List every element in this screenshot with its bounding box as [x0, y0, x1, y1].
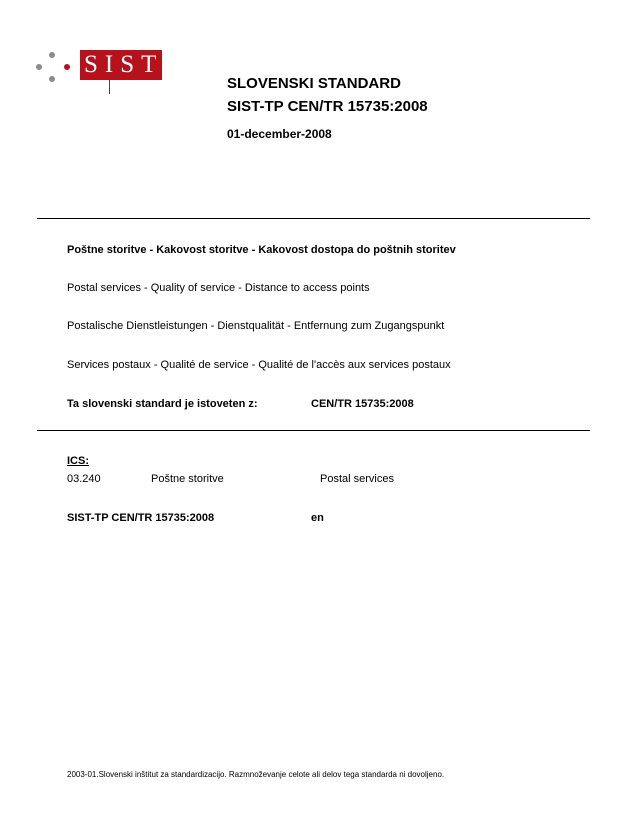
ics-label: ICS:: [67, 455, 89, 467]
publication-date: 01-december-2008: [227, 127, 332, 141]
ics-english: Postal services: [320, 473, 394, 485]
reference-language: en: [311, 512, 324, 524]
logo-dot-left: [36, 64, 42, 70]
standard-code: SIST-TP CEN/TR 15735:2008: [227, 98, 428, 115]
sist-logo-dots: [34, 50, 74, 90]
top-divider: [37, 218, 590, 219]
identity-value: CEN/TR 15735:2008: [311, 398, 414, 410]
title-slovenian: Poštne storitve - Kakovost storitve - Kakovost dostopa do poštnih storitev: [67, 244, 456, 256]
title-french: Services postaux - Qualité de service - Qualité de l'accès aux services postaux: [67, 359, 451, 371]
ics-code: 03.240: [67, 473, 101, 485]
title-english: Postal services - Quality of service - Distance to access points: [67, 282, 370, 294]
reference-code: SIST-TP CEN/TR 15735:2008: [67, 512, 215, 524]
identity-label: Ta slovenski standard je istoveten z:: [67, 398, 258, 410]
ics-slovenian: Poštne storitve: [151, 473, 224, 485]
title-german: Postalische Dienstleistungen - Dienstqualität - Entfernung zum Zugangspunkt: [67, 320, 445, 332]
logo-dot-top: [49, 52, 55, 58]
logo-dot-right: [64, 64, 70, 70]
logo-divider: [109, 80, 110, 94]
document-type: SLOVENSKI STANDARD: [227, 75, 401, 92]
bottom-divider: [37, 430, 590, 431]
copyright-footer: 2003-01.Slovenski inštitut za standardizacijo. Razmnoževanje celote ali delov tega standarda ni dovoljeno.: [67, 770, 445, 779]
sist-logo: SIST: [80, 50, 162, 80]
logo-dot-bottom: [49, 76, 55, 82]
